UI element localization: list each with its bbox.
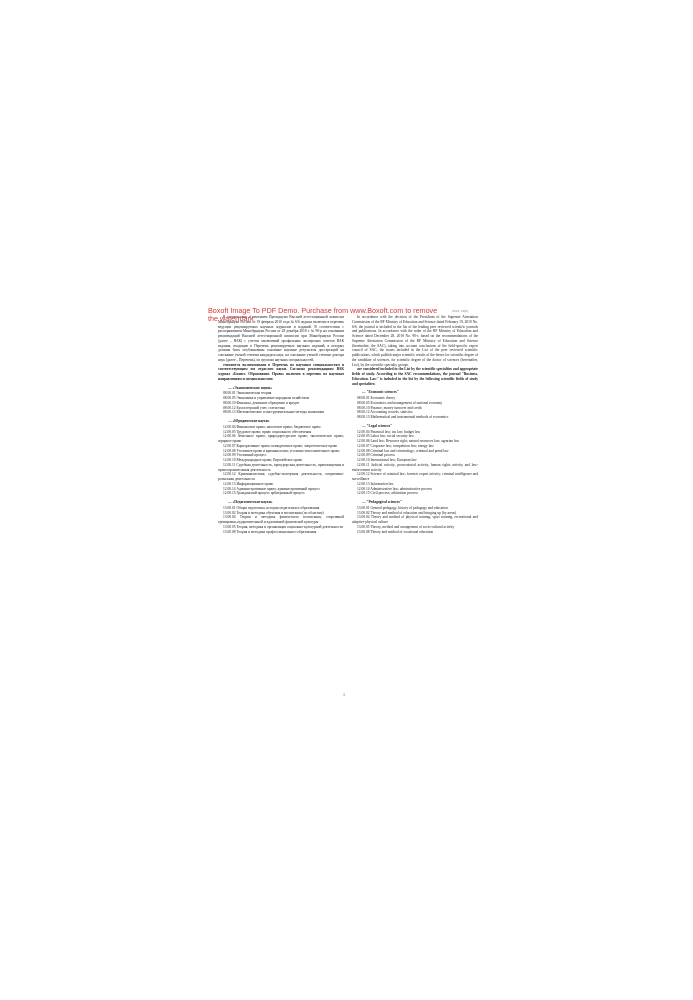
specialty-item: 12.00.07 Корпоративное право; конкурентное право; энергетическое право <box>223 443 338 448</box>
specialty-item: 12.00.15 Гражданский процесс арбитражный процесс <box>223 491 305 496</box>
specialty-item: 12.00.05 Labor law; social security law <box>357 434 414 439</box>
right-sections <box>352 390 478 534</box>
right-column-english <box>352 315 478 534</box>
specialty-item: 13.00.08 Теория и методика профессионального образования <box>223 529 317 534</box>
specialty-item: 08.00.01 Economic theory <box>357 396 396 400</box>
specialty-item: 12.00.08 Criminal law and criminology; criminal and penal law <box>357 448 449 453</box>
specialty-item: 12.00.06 Land law; Resource right; natural resources law; agrarian law <box>357 439 460 443</box>
specialty-item: 12.00.09 Criminal process <box>357 453 395 458</box>
left-column-russian <box>218 315 344 534</box>
section-heading: — «Экономические науки» <box>228 385 273 390</box>
specialty-item: 12.00.09 Уголовный процесс <box>223 453 267 458</box>
specialty-item: 12.00.10 International law; European law <box>357 458 417 462</box>
specialty-item: 08.00.12 Accounting records, statistics <box>357 410 413 415</box>
specialty-item: 08.00.12 Бухгалтерский учет, статистика <box>223 405 285 410</box>
specialty-item: 13.00.02 Теория и методика обучения и воспитания (по областям) <box>223 510 324 515</box>
right-intro-bold: are considered included in the List by the scientific specialties and appropriate fields of study. According to the SAC recommendations, the journal "Business. Education. Law" is included in the list by the following scientific fields of study and specialties: <box>352 367 478 386</box>
specialty-item: 12.00.14 Administrative law; administrative process <box>357 486 433 491</box>
specialty-item: 13.00.04 Теория и методика физического воспитания, спортивной тренировки,оздоровительной и адаптивной физической культуры <box>218 515 344 524</box>
specialty-item: 13.00.01 Общая педагогика, история педагогики и образования <box>223 505 320 510</box>
specialty-item: 13.00.05 Theory, method and arrangement of socio-cultural activity <box>357 524 455 529</box>
document-id: 2019, 19(6) <box>452 309 469 313</box>
specialty-item: 12.00.07 Corporate law; competition law; energy law <box>357 443 434 448</box>
specialty-item: 13.00.01 General pedagogy, history of pedagogy and education <box>357 505 448 510</box>
specialty-item: 12.00.05 Трудовое право; право социального обеспечения <box>223 429 312 434</box>
specialty-item: 12.00.12 Science of criminal law; forensic expert activity; criminal intelligence and surveillance <box>352 472 478 481</box>
section-heading: — «Юридические науки» <box>228 419 270 423</box>
specialty-item: 08.00.01 Экономическая теория <box>223 391 272 396</box>
specialty-item: 13.00.02 Theory and method of education and bringing up (by areas) <box>357 510 457 515</box>
specialty-item: 12.00.11 Судебная деятельность, прокурорская деятельность, правозащитная и правоохранительная деятельность <box>218 462 344 472</box>
specialty-item: 08.00.05 Economics and management of national economy <box>357 400 443 405</box>
right-intro: In accordance with the decision of the Presidium of the Supreme Attestation Commission of the RF Ministry of Education and Science dated February 19, 2010 No. 6/6, the journal is included in the list of the leading peer reviewed scientific journals and publications. In accordance with the order of the RF Ministry of Education and Science dated December 28, 2018 No. 90-r, based on the recommendations of the Supreme Attestation Commission of the RF Ministry of Education and Science (hereinafter, the SAC), taking into account conclusions of the field-specific expert council of SAC, the issues included in the List of the peer reviewed scientific publications, which publish major scientific results of the theses for scientific degree of the candidate of sciences, for scientific degree of the doctor of sciences (hereinafter, List), by the scientific specialty groups, <box>352 315 478 367</box>
page-number: 1 <box>343 692 345 697</box>
specialty-item: 13.00.04 Theory and method of physical training, sport training, recreational and adaptive physical culture <box>352 515 478 524</box>
specialty-item: 12.00.12 Криминалистика; судебно-экспертная деятельность; оперативно-розыскная деятельность <box>218 472 344 481</box>
specialty-item: 08.00.13 Математические и инструментальные методы экономики <box>223 410 325 415</box>
left-sections <box>218 386 344 535</box>
watermark-line-2: the watermark <box>208 314 254 323</box>
section-heading: — "Pedagogical sciences" <box>362 500 402 504</box>
watermark-line-1: Boxoft Image To PDF Demo. Purchase from www.Boxoft.com to remove <box>208 306 438 315</box>
specialty-item: 12.00.06 Земельное право; природоресурсное право; экологическое право; аграрное право <box>218 434 344 443</box>
specialty-item: 08.00.10 Finance, money turnover and credit <box>357 405 422 410</box>
specialty-item: 12.00.04 Финансовое право; налоговое право; бюджетное право <box>223 424 321 429</box>
left-intro: В соответствии с решением Президиума Высшей аттестационной комиссии Минобрнауки России от 19 февраля 2010 года № 6/6 журнал включен в перечень ведущих рецензируемых научных журналов и изданий. В соответствии с распоряжением Минобрнауки России от 28 декабря 2018 г. № 90-р на основании рекомендаций Высшей аттестационной комиссии при Минобрнауки России (далее – ВАК) с учетом заключений профильных экспертных советов ВАК издания, входящие в Перечень рецензируемых научных изданий, в которых должны быть опубликованы основные научные результаты диссертаций на соискание ученой степени кандидата наук, на соискание ученой степени доктора наук (далее – Перечень), по группам научных специальностей, <box>218 315 344 362</box>
specialty-item: 12.00.08 Уголовное право и криминология; уголовно-исполнительное право <box>223 448 340 453</box>
left-intro-bold: считаются включенными в Перечень по научным специальностям и соответствующим им отраслям науки. Согласно рекомендациям ВАК журнал «Бизнес. Образование. Право» включен в перечень по научным направлениям и специальностям: <box>218 362 344 381</box>
specialty-item: 13.00.08 Theory and method of vocational education <box>357 529 434 534</box>
specialty-item: 12.00.10 Международное право; Европейское право <box>223 458 303 462</box>
specialty-item: 08.00.13 Mathematical and instrumental methods of economics <box>357 415 449 419</box>
section-heading: — «Педагогические науки» <box>228 500 273 504</box>
specialty-item: 13.00.05 Теория, методика и организация социально-культурной деятельности <box>223 524 343 529</box>
specialty-item: 12.00.15 Civil process; arbitration process <box>357 491 418 496</box>
specialty-item: 12.00.11 Judicial activity, prosecutorial activity, human rights activity and law-enforcement activity <box>352 462 478 472</box>
watermark <box>208 307 458 323</box>
section-heading: — "Economic sciences" <box>362 390 399 395</box>
specialty-item: 12.00.14 Административное право; административный процесс <box>223 486 321 491</box>
specialty-item: 12.00.04 Financial law; tax law; budget law <box>357 429 421 434</box>
section-heading: — "Legal sciences" <box>362 423 393 428</box>
specialty-item: 12.00.13 Информационное право <box>223 481 274 486</box>
specialty-item: 08.00.10 Финансы, денежное обращение и кредит <box>223 400 300 405</box>
specialty-item: 08.00.05 Экономика и управление народным хозяйством <box>223 396 310 400</box>
specialty-item: 12.00.13 Information law <box>357 481 394 486</box>
